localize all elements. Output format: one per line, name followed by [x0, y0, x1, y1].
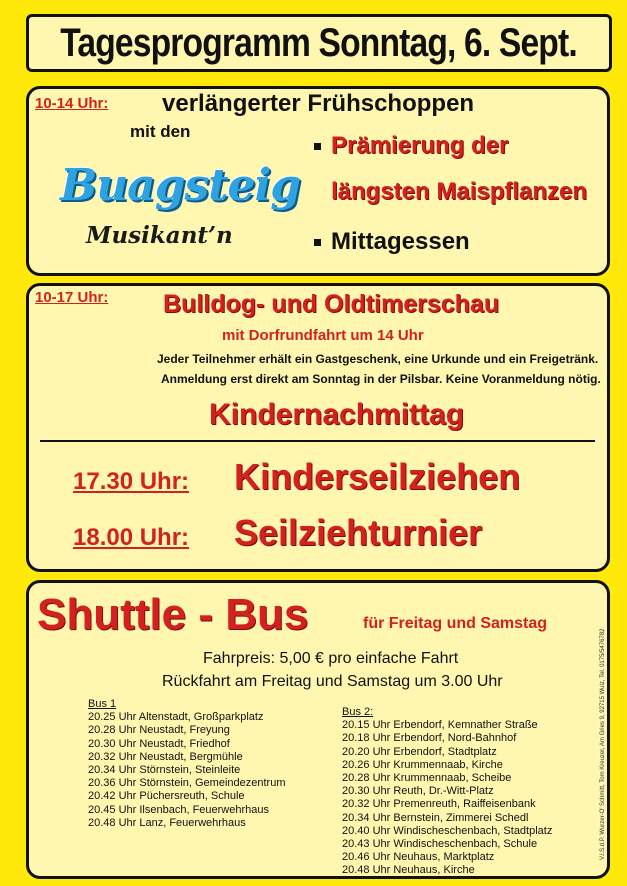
bus-stop: 20.34 Uhr Störnstein, Steinleite — [88, 764, 241, 777]
bullet-item-1 — [314, 132, 508, 160]
bus-stop: 20.15 Uhr Erbendorf, Kemnather Straße — [342, 719, 538, 732]
bus-stop: 20.30 Uhr Reuth, Dr.-Witt-Platz — [342, 785, 494, 798]
bullet-icon — [314, 239, 321, 246]
bus1-label: Bus 1 — [88, 698, 117, 710]
bus-stop: 20.26 Uhr Krummennaab, Kirche — [342, 758, 503, 771]
bus-stop: 20.32 Uhr Neustadt, Bergmühle — [88, 750, 243, 763]
bus-stop: 20.48 Uhr Lanz, Feuerwehrhaus — [88, 816, 246, 829]
divider-line — [40, 440, 595, 442]
shuttle-return: Rückfahrt am Freitag und Samstag um 3.00 Uhr — [162, 673, 503, 690]
bus-stop: 20.45 Uhr Ilsenbach, Feuerwehrhaus — [88, 803, 269, 816]
event-time-1: 17.30 Uhr: — [73, 468, 190, 495]
bullet-icon — [314, 143, 321, 150]
bus-stop: 20.32 Uhr Premenreuth, Raiffeisenbank — [342, 798, 536, 811]
bus-stop: 20.20 Uhr Erbendorf, Stadtplatz — [342, 745, 497, 758]
bus-stop: 20.48 Uhr Neuhaus, Kirche — [342, 864, 475, 877]
section1-time: 10-14 Uhr: — [35, 95, 109, 112]
bus2-list — [342, 706, 552, 878]
bullet-label-2: Mittagessen — [331, 228, 470, 255]
bus1-list — [88, 698, 286, 830]
kids-title: Kindernachmittag — [209, 398, 465, 431]
band-logo-main: Buagsteig — [60, 160, 301, 211]
bus-stop: 20.36 Uhr Störnstein, Gemeindezentrum — [88, 777, 286, 790]
shuttle-headline-suffix: für Freitag und Samstag — [363, 615, 548, 632]
section1-with: mit den — [130, 122, 191, 141]
bus-stop: 20.42 Uhr Püchersreuth, Schule — [88, 790, 245, 803]
section2-info-line2: Anmeldung erst direkt am Sonntag in der Pilsbar. Keine Voranmeldung nötig. — [161, 372, 601, 386]
event-name-1: Kinderseilziehen — [234, 456, 521, 497]
shuttle-headline: Shuttle - Bus — [37, 590, 309, 639]
bullet-item-1-cont: längsten Maispflanzen — [331, 178, 588, 205]
bus-stop: 20.28 Uhr Neustadt, Freyung — [88, 724, 230, 737]
bus-stop: 20.25 Uhr Altenstadt, Großparkplatz — [88, 711, 264, 724]
bullet-item-2 — [314, 228, 470, 256]
credit-line: V.i.S.d.P. Wurzer-O’ Schmitt, Tom Kreuzer, Am Gries 9, 92715 Wulz, Tel. 0175/5476782 — [600, 628, 606, 860]
section2-subline: mit Dorfrundfahrt um 14 Uhr — [222, 327, 424, 344]
event-time-2: 18.00 Uhr: — [73, 524, 190, 551]
section2-info-line1: Jeder Teilnehmer erhält ein Gastgeschenk, eine Urkunde und ein Freigetränk. — [157, 352, 599, 366]
bus-stop: 20.40 Uhr Windischeschenbach, Stadtplatz — [342, 824, 553, 837]
bus-stop: 20.30 Uhr Neustadt, Friedhof — [88, 737, 230, 750]
bullet-label-1: Prämierung der — [331, 132, 509, 159]
section2-time: 10-17 Uhr: — [35, 289, 109, 306]
bus-stop: 20.18 Uhr Erbendorf, Nord-Bahnhof — [342, 732, 517, 745]
shuttle-fare: Fahrpreis: 5,00 € pro einfache Fahrt — [203, 650, 459, 667]
bus2-label: Bus 2: — [342, 706, 374, 718]
bus-stop: 20.46 Uhr Neuhaus, Marktplatz — [342, 851, 495, 864]
bus-stop: 20.43 Uhr Windischeschenbach, Schule — [342, 838, 538, 851]
band-logo-sub: Musikant’n — [86, 222, 233, 249]
bus-stop: 20.34 Uhr Bernstein, Zimmerei Schedl — [342, 811, 529, 824]
page-title-box — [26, 14, 612, 72]
event-name-2: Seilziehturnier — [234, 512, 483, 553]
page-title: Tagesprogramm Sonntag, 6. Sept. — [60, 20, 578, 65]
section1-headline: verlängerter Frühschoppen — [162, 90, 475, 117]
bus-stop: 20.28 Uhr Krummennaab, Scheibe — [342, 772, 512, 785]
section2-headline: Bulldog- und Oldtimerschau — [163, 290, 500, 318]
